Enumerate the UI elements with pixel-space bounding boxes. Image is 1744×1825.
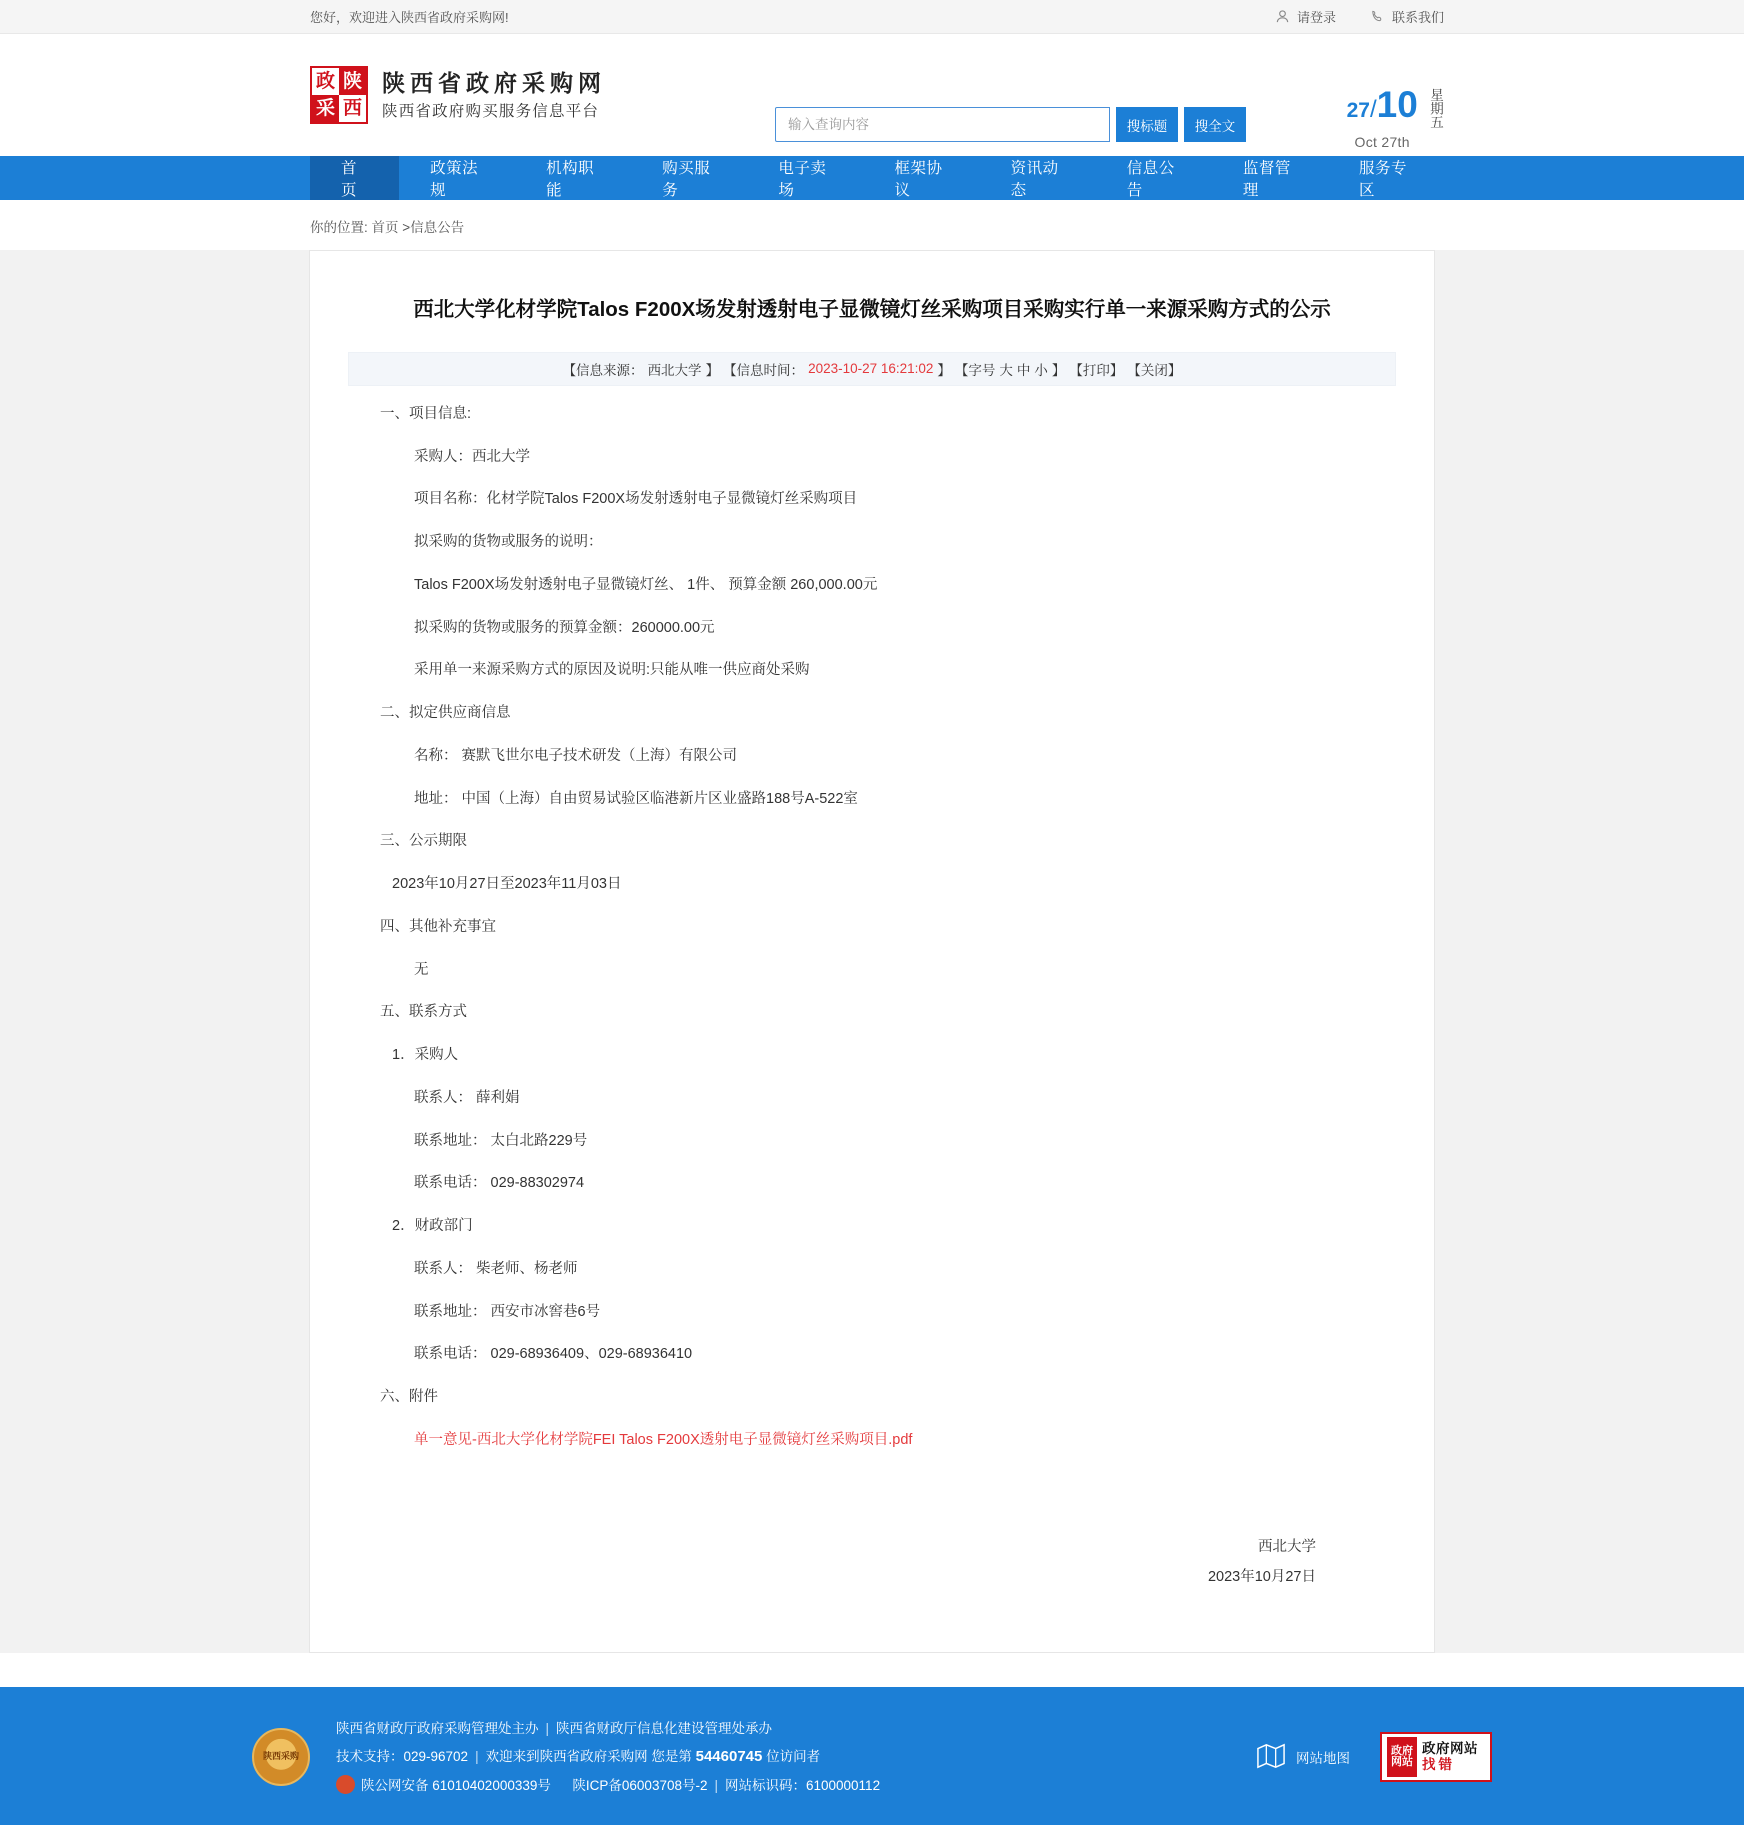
article-paragraph: Talos F200X场发射透射电子显微镜灯丝、 1件、 预算金额 260,000.00元 bbox=[414, 576, 878, 593]
signature-org: 西北大学 bbox=[1258, 1538, 1316, 1555]
date-widget bbox=[1347, 86, 1444, 154]
article-paragraph: 一、项目信息: bbox=[380, 405, 472, 422]
date-weekday: 星期五 bbox=[1428, 88, 1443, 129]
article-paragraph: 拟采购的货物或服务的说明： bbox=[414, 534, 603, 550]
article-paragraph: 五、联系方式 bbox=[380, 1004, 467, 1021]
article-paragraph: 四、其他补充事宜 bbox=[380, 918, 496, 935]
logo-char-4: 西 bbox=[339, 95, 366, 122]
nav-item-supervision[interactable]: 监督管理 bbox=[1242, 160, 1291, 199]
police-badge-icon bbox=[336, 1775, 355, 1794]
article-meta-bar bbox=[348, 352, 1396, 386]
login-label: 请登录 bbox=[1296, 10, 1336, 25]
top-utility-bar bbox=[0, 0, 1744, 34]
gov-badge-line1: 政府网站 bbox=[1422, 1740, 1478, 1756]
page-body bbox=[0, 250, 1744, 1653]
logo-char-2: 陕 bbox=[342, 70, 362, 92]
footer-line-1: 陕西省财政厅政府采购管理处主办 | 陕西省财政厅信息化建设管理处承办 bbox=[336, 1721, 773, 1737]
logo-seal-icon bbox=[310, 66, 368, 124]
footer-line-2: 技术支持：029-96702 | 欢迎来到陕西省政府采购网 您是第 54460745 位访问者 bbox=[336, 1748, 821, 1766]
article-paragraph: 三、公示期限 bbox=[380, 833, 467, 850]
article-paragraph: 二、拟定供应商信息 bbox=[380, 705, 511, 721]
article-paragraph: 采用单一来源采购方式的原因及说明:只能从唯一供应商处采购 bbox=[414, 662, 810, 679]
gov-badge-seal-label: 政府网站 bbox=[1391, 1744, 1413, 1769]
main-nav bbox=[0, 156, 1744, 200]
search-input[interactable] bbox=[775, 107, 1110, 142]
date-day: 27 bbox=[1346, 99, 1370, 122]
site-name: 陕西省政府采购网 bbox=[382, 70, 606, 97]
footer-visitor-label: 欢迎来到陕西省政府采购网 您是第 bbox=[485, 1749, 692, 1765]
footer-right bbox=[1256, 1732, 1492, 1782]
footer-support: 技术支持：029-96702 bbox=[336, 1749, 469, 1765]
welcome-text: 您好，欢迎进入陕西省政府采购网! bbox=[310, 10, 509, 25]
breadcrumb-current[interactable]: 信息公告 bbox=[410, 220, 465, 235]
article-paragraph: 采购人：西北大学 bbox=[414, 448, 530, 465]
footer-icp[interactable]: 陕ICP备06003708号-2 bbox=[572, 1778, 708, 1794]
gov-badge-seal-icon bbox=[1387, 1737, 1417, 1777]
meta-time-label: 【信息时间： bbox=[723, 362, 805, 378]
nav-item-service-zone[interactable]: 服务专区 bbox=[1358, 160, 1407, 199]
article-paragraph: 联系电话： 029-88302974 bbox=[414, 1175, 585, 1192]
article-paragraph: 名称： 赛默飞世尔电子技术研发（上海）有限公司 bbox=[414, 747, 738, 764]
article-paragraph: 联系地址： 太白北路229号 bbox=[414, 1132, 588, 1149]
national-emblem-icon bbox=[252, 1728, 310, 1786]
breadcrumb-prefix: 你的位置: bbox=[310, 220, 368, 235]
article-paragraph: 六、附件 bbox=[380, 1389, 438, 1405]
article-paragraph: 拟采购的货物或服务的预算金额：260000.00元 bbox=[414, 619, 715, 636]
contact-label: 联系我们 bbox=[1391, 10, 1444, 25]
article-paragraph: 联系人： 薛利娟 bbox=[414, 1089, 520, 1106]
footer-visitor-suffix: 位访问者 bbox=[766, 1749, 821, 1765]
site-footer bbox=[0, 1687, 1744, 1825]
fontsize-small-button[interactable]: 小 bbox=[1034, 362, 1048, 378]
nav-item-home[interactable]: 首页 bbox=[310, 156, 399, 200]
footer-line-3: 陕公网安备 61010402000339号 陕ICP备06003708号-2 | 网站标识码：6100000112 bbox=[336, 1772, 880, 1799]
logo-char-1: 政 bbox=[312, 68, 339, 95]
meta-source-close: 】 bbox=[705, 362, 720, 378]
meta-source-label: 【信息来源： bbox=[562, 362, 644, 378]
user-icon bbox=[1275, 9, 1290, 24]
search-title-button[interactable]: 搜标题 bbox=[1116, 107, 1178, 142]
attachment-link[interactable]: 单一意见-西北大学化材学院FEI Talos F200X透射电子显微镜灯丝采购项目.pdf bbox=[414, 1431, 913, 1448]
nav-item-functions[interactable]: 机构职能 bbox=[546, 160, 595, 199]
gov-website-error-report-badge[interactable] bbox=[1380, 1732, 1492, 1782]
nav-item-framework[interactable]: 框架协议 bbox=[894, 160, 943, 199]
article-paragraph: 2023年10月27日至2023年11月03日 bbox=[392, 876, 622, 892]
article-card bbox=[309, 250, 1435, 1653]
footer-site-code: 网站标识码：6100000112 bbox=[725, 1778, 881, 1794]
meta-time-close: 】 bbox=[937, 362, 951, 378]
emblem-label: 陕西采购 bbox=[262, 1751, 299, 1762]
fontsize-large-button[interactable]: 大 bbox=[999, 362, 1013, 378]
breadcrumb-home[interactable]: 首页 bbox=[371, 220, 399, 235]
search-fulltext-button[interactable]: 搜全文 bbox=[1184, 107, 1246, 142]
sitemap-link[interactable] bbox=[1256, 1742, 1350, 1773]
fontsize-medium-button[interactable]: 中 bbox=[1016, 362, 1031, 378]
date-month: 10 bbox=[1376, 84, 1418, 125]
nav-item-emarket[interactable]: 电子卖场 bbox=[778, 160, 827, 199]
site-subtitle: 陕西省政府购买服务信息平台 bbox=[382, 102, 600, 120]
nav-item-news[interactable]: 资讯动态 bbox=[1010, 160, 1059, 199]
logo-char-3: 采 bbox=[315, 97, 335, 119]
attachment-paragraph bbox=[414, 1430, 1374, 1452]
login-link[interactable] bbox=[1275, 7, 1336, 26]
date-slash: / bbox=[1369, 96, 1377, 123]
article-paragraph: 联系人： 柴老师、杨老师 bbox=[414, 1260, 578, 1277]
signature-date: 2023年10月27日 bbox=[1207, 1568, 1316, 1585]
nav-item-purchase-service[interactable]: 购买服务 bbox=[662, 160, 711, 199]
meta-time-value: 2023-10-27 16:21:02 bbox=[808, 361, 934, 377]
article-paragraph: 地址： 中国（上海）自由贸易试验区临港新片区业盛路188号A-522室 bbox=[414, 790, 858, 807]
article-paragraph: 2．财政部门 bbox=[392, 1218, 473, 1234]
search-area bbox=[775, 107, 1246, 142]
site-logo[interactable] bbox=[310, 66, 606, 124]
phone-icon bbox=[1370, 9, 1385, 24]
article-signature bbox=[370, 1532, 1374, 1593]
footer-operator: 陕西省财政厅信息化建设管理处承办 bbox=[556, 1721, 773, 1737]
sitemap-label: 网站地图 bbox=[1296, 1751, 1350, 1767]
nav-item-policy[interactable]: 政策法规 bbox=[430, 160, 479, 199]
breadcrumb-separator: > bbox=[402, 220, 411, 235]
article-paragraph: 联系地址： 西安市冰窖巷6号 bbox=[414, 1303, 601, 1320]
footer-host: 陕西省财政厅政府采购管理处主办 bbox=[336, 1721, 539, 1737]
footer-police-record[interactable]: 陕公网安备 61010402000339号 bbox=[361, 1778, 551, 1794]
contact-link[interactable] bbox=[1370, 7, 1444, 26]
print-button[interactable]: 【打印】 bbox=[1069, 362, 1124, 378]
close-button[interactable]: 【关闭】 bbox=[1127, 362, 1182, 378]
gov-badge-line2: 找错 bbox=[1422, 1757, 1455, 1773]
site-header bbox=[0, 34, 1744, 156]
article-title: 西北大学化材学院Talos F200X场发射透射电子显微镜灯丝采购项目采购实行单一来源采购方式的公示 bbox=[413, 298, 1331, 321]
footer-visitor-count: 54460745 bbox=[695, 1748, 763, 1766]
meta-fontsize-close: 】 bbox=[1051, 362, 1066, 378]
article-content bbox=[348, 386, 1396, 1593]
meta-fontsize-label: 【字号 bbox=[954, 362, 996, 378]
article-paragraph: 联系电话： 029-68936409、029-68936410 bbox=[414, 1346, 693, 1363]
footer-info bbox=[336, 1715, 880, 1799]
article-paragraph: 项目名称：化材学院Talos F200X场发射透射电子显微镜灯丝采购项目 bbox=[414, 491, 858, 508]
map-icon bbox=[1256, 1742, 1286, 1773]
nav-item-announcements[interactable]: 信息公告 bbox=[1126, 160, 1175, 199]
date-english: Oct 27th bbox=[1354, 134, 1410, 150]
top-right-links bbox=[1275, 7, 1444, 26]
article-paragraph: 无 bbox=[414, 961, 429, 978]
breadcrumb bbox=[0, 200, 1744, 250]
meta-source-value: 西北大学 bbox=[647, 362, 702, 378]
article-paragraph: 1．采购人 bbox=[392, 1047, 459, 1063]
